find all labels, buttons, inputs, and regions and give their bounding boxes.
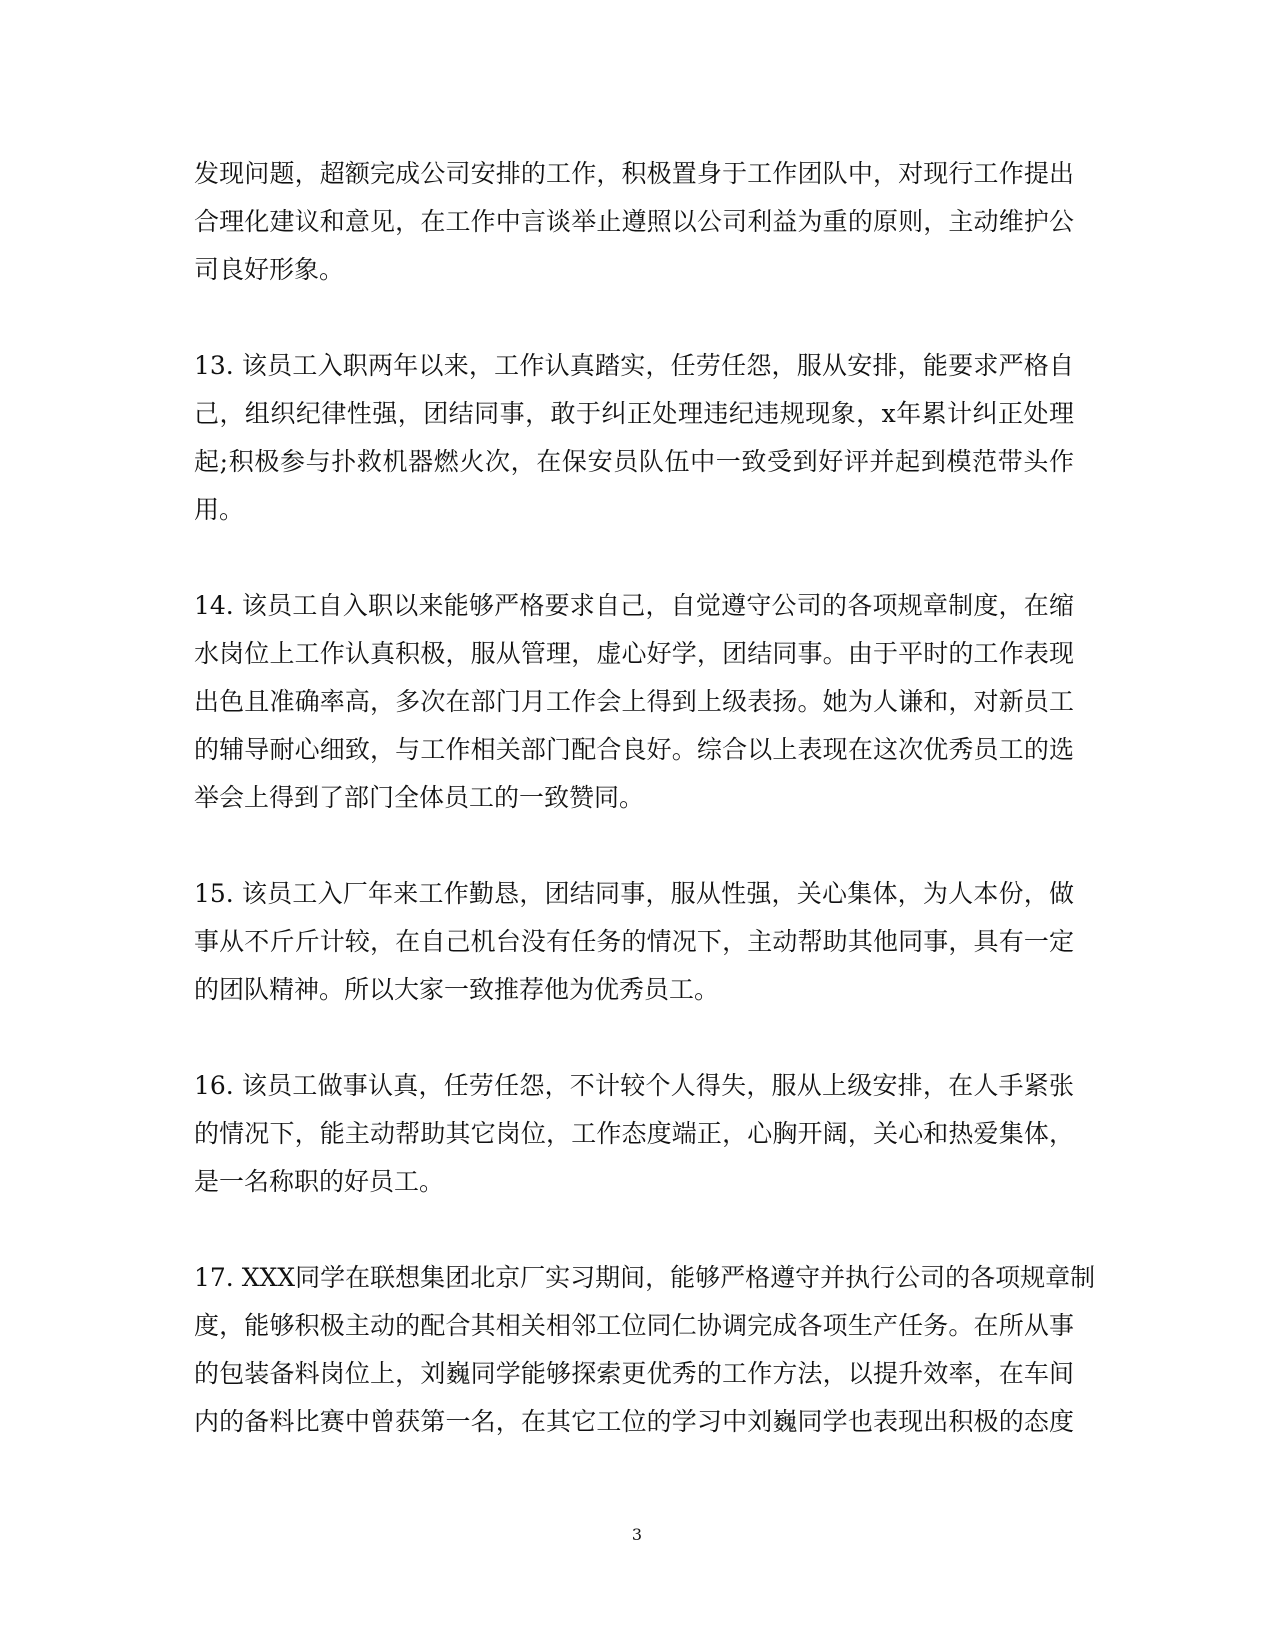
text-line: 17. XXX同学在联想集团北京厂实习期间，能够严格遵守并执行公司的各项规章制	[194, 1263, 1096, 1292]
text-line: 己，组织纪律性强，团结同事，敢于纠正处理违纪违规现象，x年累计纠正处理	[194, 399, 1074, 428]
text-line: 起;积极参与扑救机器燃火次，在保安员队伍中一致受到好评并起到模范带头作	[194, 447, 1074, 476]
text-line: 16. 该员工做事认真，任劳任怨，不计较个人得失，服从上级安排，在人手紧张	[194, 1071, 1074, 1100]
text-line: 14. 该员工自入职以来能够严格要求自己，自觉遵守公司的各项规章制度，在缩	[194, 591, 1074, 620]
paragraph-continued	[194, 150, 1074, 294]
text-line: 度，能够积极主动的配合其相关相邻工位同仁协调完成各项生产任务。在所从事	[194, 1311, 1074, 1340]
paragraph-15	[194, 870, 1074, 1014]
text-line: 的辅导耐心细致，与工作相关部门配合良好。综合以上表现在这次优秀员工的选	[194, 735, 1074, 764]
text-line: 用。	[194, 495, 245, 524]
paragraph-16	[194, 1062, 1074, 1206]
text-line: 发现问题，超额完成公司安排的工作，积极置身于工作团队中，对现行工作提出	[194, 159, 1074, 188]
text-line: 出色且准确率高，多次在部门月工作会上得到上级表扬。她为人谦和，对新员工	[194, 687, 1074, 716]
text-line: 15. 该员工入厂年来工作勤恳，团结同事，服从性强，关心集体，为人本份，做	[194, 879, 1074, 908]
paragraph-17	[194, 1254, 1096, 1446]
text-line: 水岗位上工作认真积极，服从管理，虚心好学，团结同事。由于平时的工作表现	[194, 639, 1074, 668]
text-line: 事从不斤斤计较，在自己机台没有任务的情况下，主动帮助其他同事，具有一定	[194, 927, 1074, 956]
text-line: 司良好形象。	[194, 255, 345, 284]
document-body	[194, 150, 1096, 1494]
text-line: 内的备料比赛中曾获第一名，在其它工位的学习中刘巍同学也表现出积极的态度	[194, 1407, 1074, 1436]
paragraph-13	[194, 342, 1074, 534]
text-line: 的包装备料岗位上，刘巍同学能够探索更优秀的工作方法，以提升效率，在车间	[194, 1359, 1074, 1388]
paragraph-14	[194, 582, 1074, 822]
page-number: 3	[631, 1525, 643, 1544]
text-line: 的团队精神。所以大家一致推荐他为优秀员工。	[194, 975, 720, 1004]
text-line: 的情况下，能主动帮助其它岗位，工作态度端正，心胸开阔，关心和热爱集体，	[194, 1119, 1074, 1148]
text-line: 是一名称职的好员工。	[194, 1167, 445, 1196]
text-line: 合理化建议和意见，在工作中言谈举止遵照以公司利益为重的原则，主动维护公	[194, 207, 1074, 236]
text-line: 13. 该员工入职两年以来，工作认真踏实，任劳任怨，服从安排，能要求严格自	[194, 351, 1074, 380]
text-line: 举会上得到了部门全体员工的一致赞同。	[194, 783, 645, 812]
